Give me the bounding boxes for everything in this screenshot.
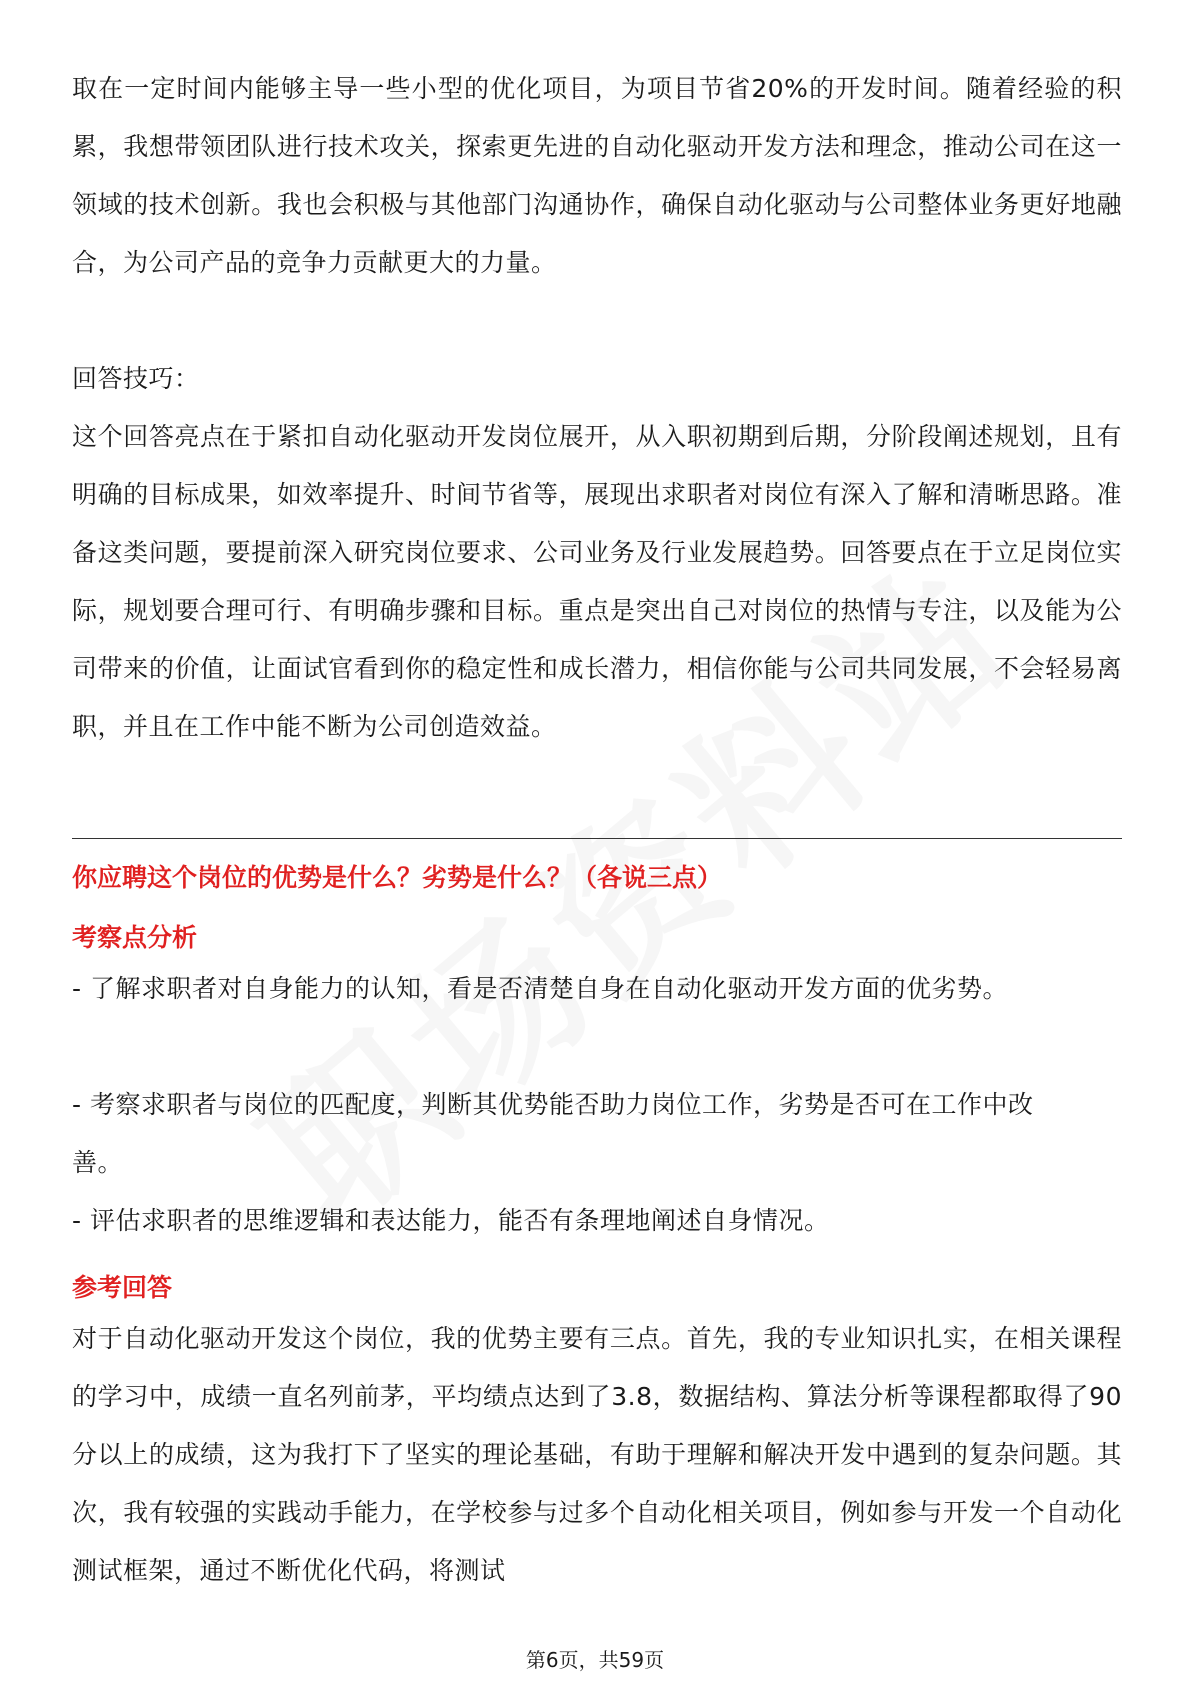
analysis-point: - 评估求职者的思维逻辑和表达能力，能否有条理地阐述自身情况。 xyxy=(72,1206,830,1235)
analysis-point: - 了解求职者对自身能力的认知，看是否清楚自身在自动化驱动开发方面的优劣势。 xyxy=(72,974,1008,1003)
tips-heading: 回答技巧： xyxy=(72,364,200,393)
answer-heading: 参考回答 xyxy=(72,1273,173,1302)
analysis-heading: 考察点分析 xyxy=(72,923,198,952)
answer-paragraph: 对于自动化驱动开发这个岗位，我的优势主要有三点。首先，我的专业知识扎实，在相关课程的学习中，成绩一直名列前茅，平均绩点达到了3.8，数据结构、算法分析等课程都取得了90分以上的成绩，这为我打下了坚实的理论基础，有助于理解和解决开发中遇到的复杂问题。其次，我有较强的实践动手能力，在学校参与过多个自动化相关项目，例如参与开发一个自动化测试框架，通过不断优化代码，将测试 xyxy=(72,1324,1122,1585)
page-number: 第6页，共59页 xyxy=(525,1648,665,1672)
tips-paragraph: 这个回答亮点在于紧扣自动化驱动开发岗位展开，从入职初期到后期，分阶段阐述规划，且有明确的目标成果，如效率提升、时间节省等，展现出求职者对岗位有深入了解和清晰思路。准备这类问题，要提前深入研究岗位要求、公司业务及行业发展趋势。回答要点在于立足岗位实际，规划要合理可行、有明确步骤和目标。重点是突出自己对岗位的热情与专注，以及能为公司带来的价值，让面试官看到你的稳定性和成长潜力，相信你能与公司共同发展，不会轻易离职，并且在工作中能不断为公司创造效益。 xyxy=(72,422,1122,741)
section-divider xyxy=(72,838,1122,839)
analysis-point: - 考察求职者与岗位的匹配度，判断其优势能否助力岗位工作，劣势是否可在工作中改善。 xyxy=(72,1090,1034,1177)
question-title: 你应聘这个岗位的优势是什么？劣势是什么？（各说三点） xyxy=(72,863,723,892)
intro-paragraph: 取在一定时间内能够主导一些小型的优化项目，为项目节省20%的开发时间。随着经验的积累，我想带领团队进行技术攻关，探索更先进的自动化驱动开发方法和理念，推动公司在这一领域的技术创新。我也会积极与其他部门沟通协作，确保自动化驱动与公司整体业务更好地融合，为公司产品的竞争力贡献更大的力量。 xyxy=(72,74,1122,277)
